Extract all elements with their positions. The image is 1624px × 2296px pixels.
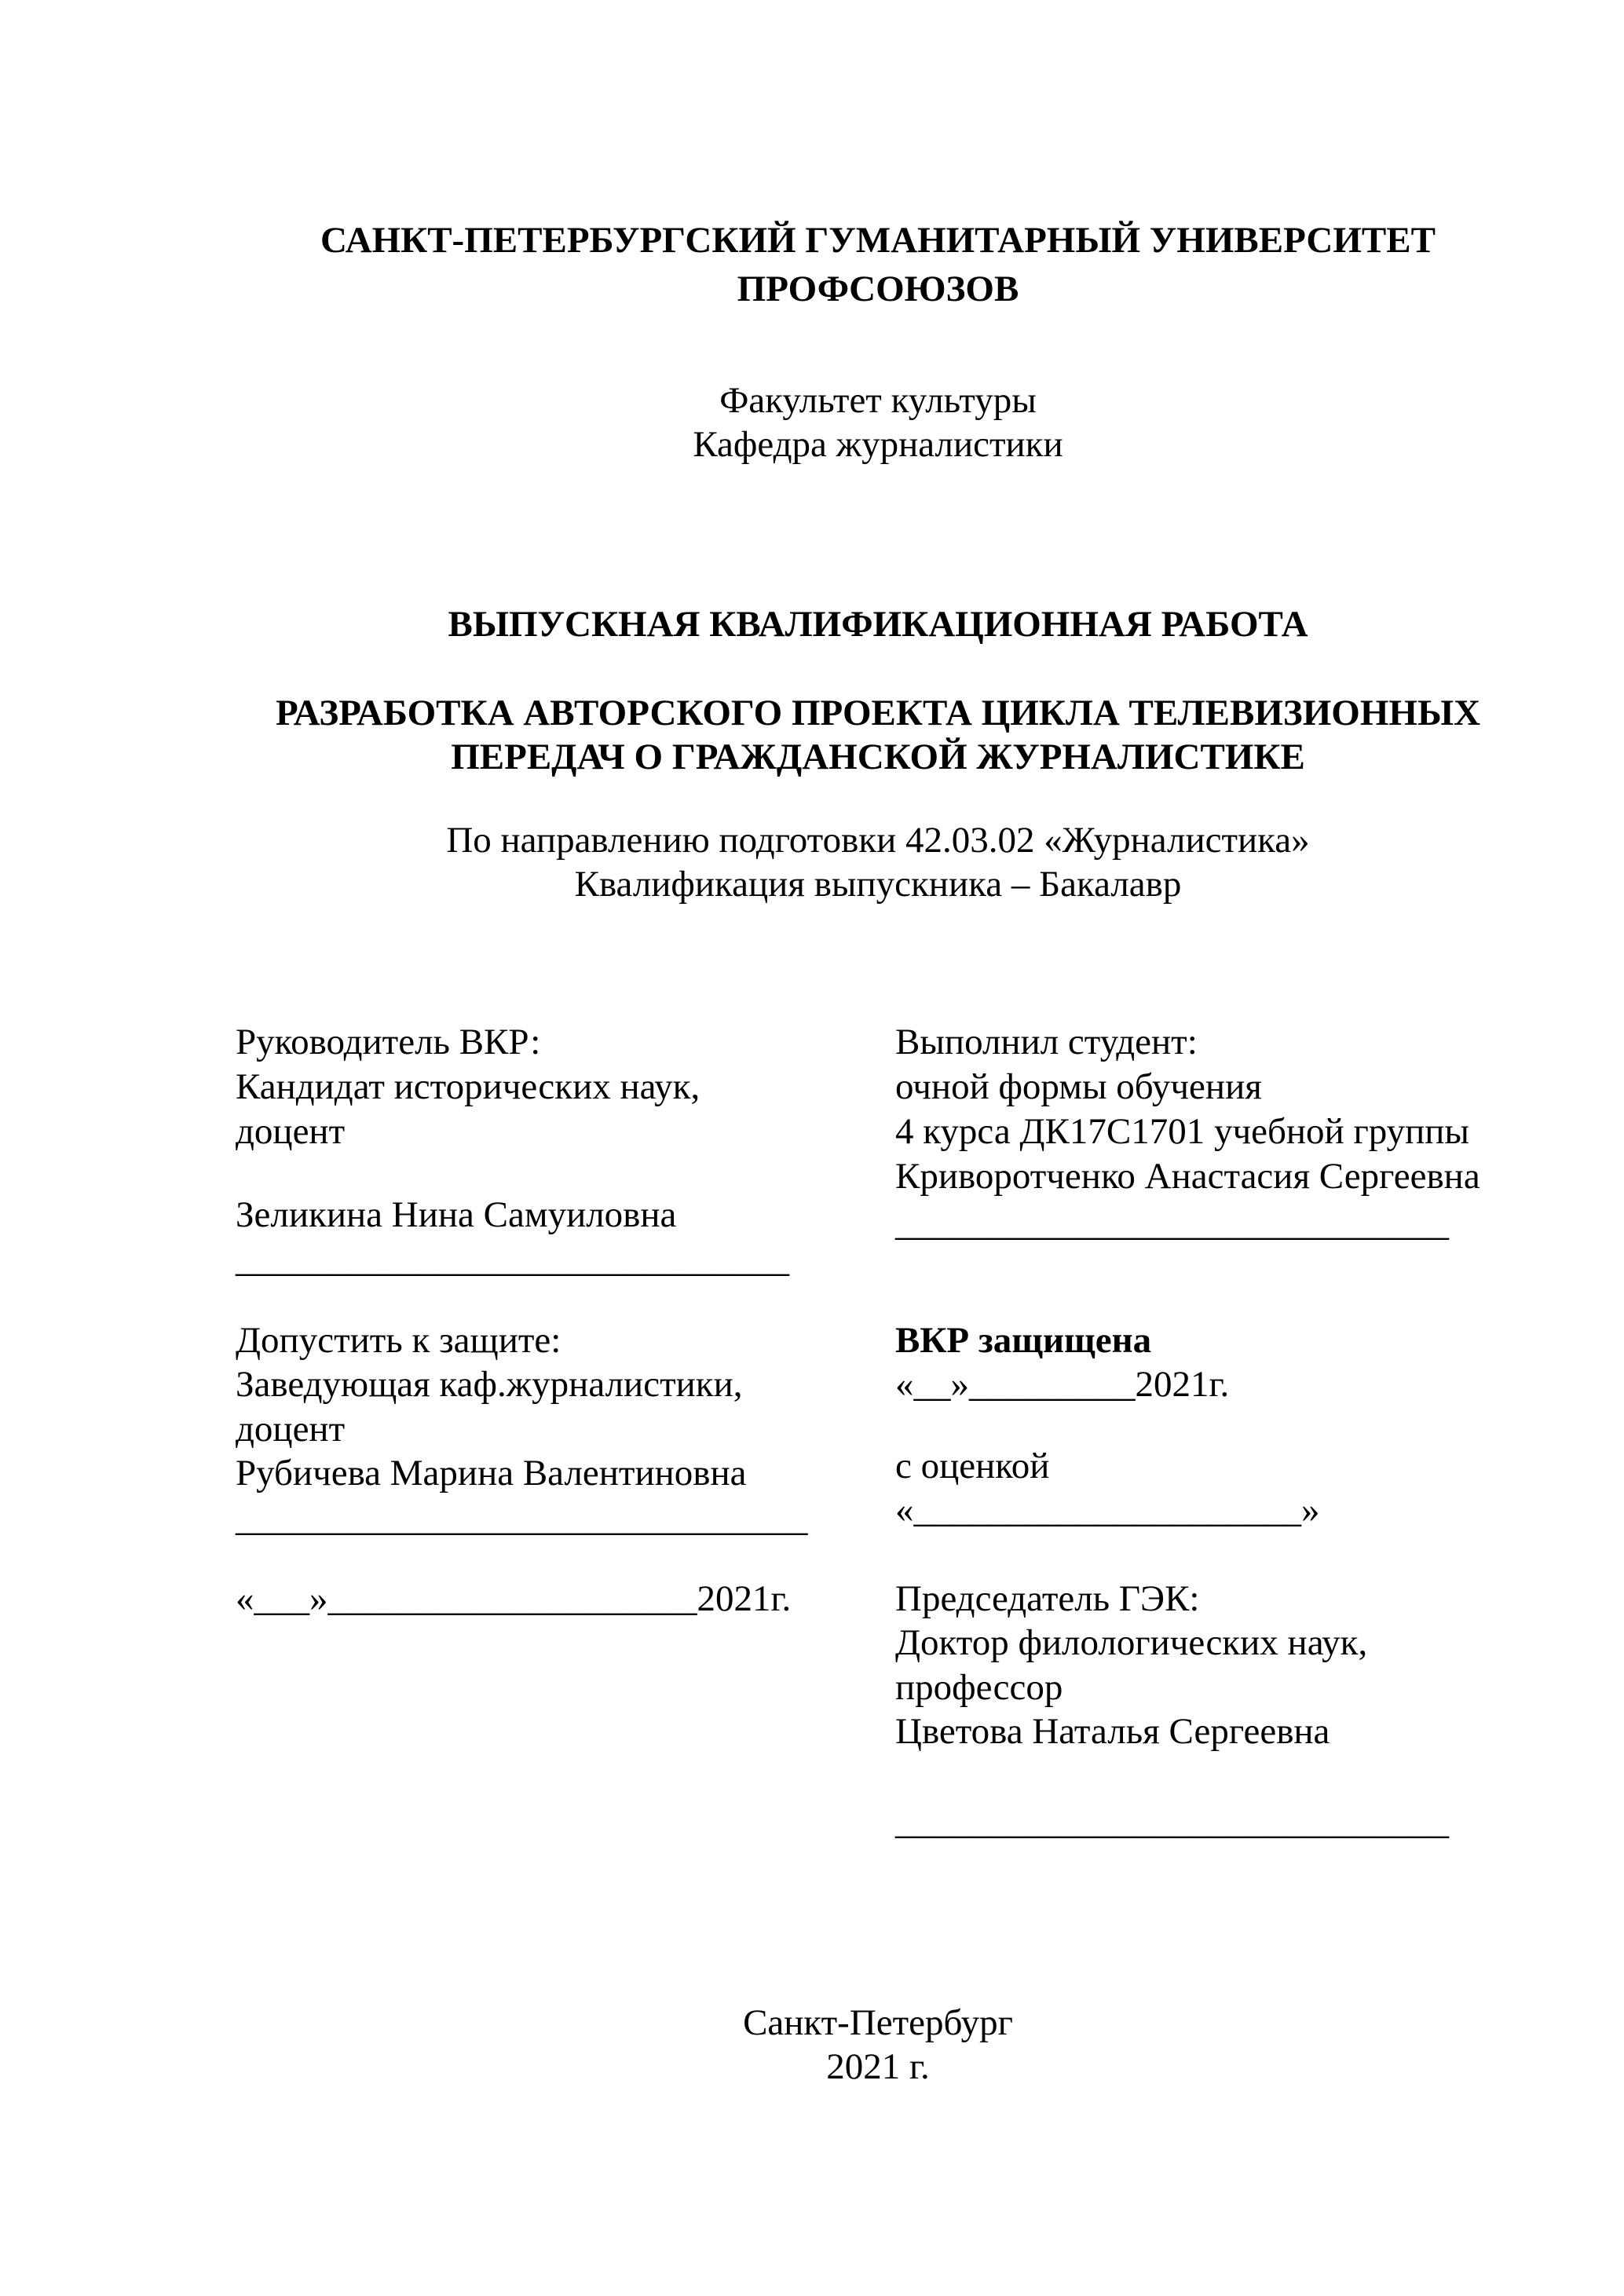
department: Кафедра журналистики	[693, 424, 1063, 465]
admission-date: «___»____________________2021г.	[236, 1578, 792, 1619]
qualification: Квалификация выпускника – Бакалавр	[574, 864, 1182, 905]
chairman-label: Председатель ГЭК:	[895, 1578, 1200, 1619]
city: Санкт-Петербург	[743, 2002, 1013, 2043]
work-title-line2: ПЕРЕДАЧ О ГРАЖДАНСКОЙ ЖУРНАЛИСТИКЕ	[451, 737, 1305, 777]
defense-date: «__»_________2021г.	[895, 1364, 1230, 1405]
work-type: ВЫПУСКНАЯ КВАЛИФИКАЦИОННАЯ РАБОТА	[448, 604, 1308, 645]
chairman-name: Цветова Наталья Сергеевна	[895, 1711, 1330, 1752]
grade-value: «_____________________»	[895, 1490, 1320, 1530]
student-signature-line: ______________________________	[895, 1203, 1449, 1244]
university-name-line2: ПРОФСОЮЗОВ	[737, 269, 1019, 309]
admission-position: Заведующая каф.журналистики,	[236, 1364, 743, 1405]
supervisor-rank: доцент	[236, 1111, 346, 1152]
faculty: Факультет культуры	[719, 380, 1037, 421]
supervisor-label: Руководитель ВКР:	[236, 1022, 541, 1062]
university-name-line1: САНКТ-ПЕТЕРБУРГСКИЙ ГУМАНИТАРНЫЙ УНИВЕРСИТЕТ	[320, 220, 1436, 261]
student-group: 4 курса ДК17С1701 учебной группы	[895, 1111, 1469, 1152]
direction: По направлению подготовки 42.03.02 «Журналистика»	[446, 820, 1310, 861]
year: 2021 г.	[826, 2046, 930, 2087]
work-title-line1: РАЗРАБОТКА АВТОРСКОГО ПРОЕКТА ЦИКЛА ТЕЛЕВИЗИОННЫХ	[275, 693, 1481, 733]
admission-label: Допустить к защите:	[236, 1320, 561, 1361]
student-form: очной формы обучения	[895, 1066, 1262, 1107]
supervisor-name: Зеликина Нина Самуиловна	[236, 1194, 677, 1235]
admission-rank: доцент	[236, 1409, 346, 1450]
supervisor-degree: Кандидат исторических наук,	[236, 1066, 700, 1107]
admission-name: Рубичева Марина Валентиновна	[236, 1453, 747, 1493]
student-name: Криворотченко Анастасия Сергеевна	[895, 1156, 1480, 1197]
chairman-degree: Доктор филологических наук,	[895, 1622, 1368, 1663]
chairman-rank: профессор	[895, 1667, 1063, 1708]
grade-label: с оценкой	[895, 1446, 1050, 1486]
student-label: Выполнил студент:	[895, 1022, 1198, 1062]
admission-signature-line: _______________________________	[236, 1498, 808, 1539]
supervisor-signature-line: ______________________________	[236, 1239, 789, 1280]
chairman-signature-line: ______________________________	[895, 1801, 1449, 1842]
defense-label: ВКР защищена	[895, 1320, 1152, 1361]
